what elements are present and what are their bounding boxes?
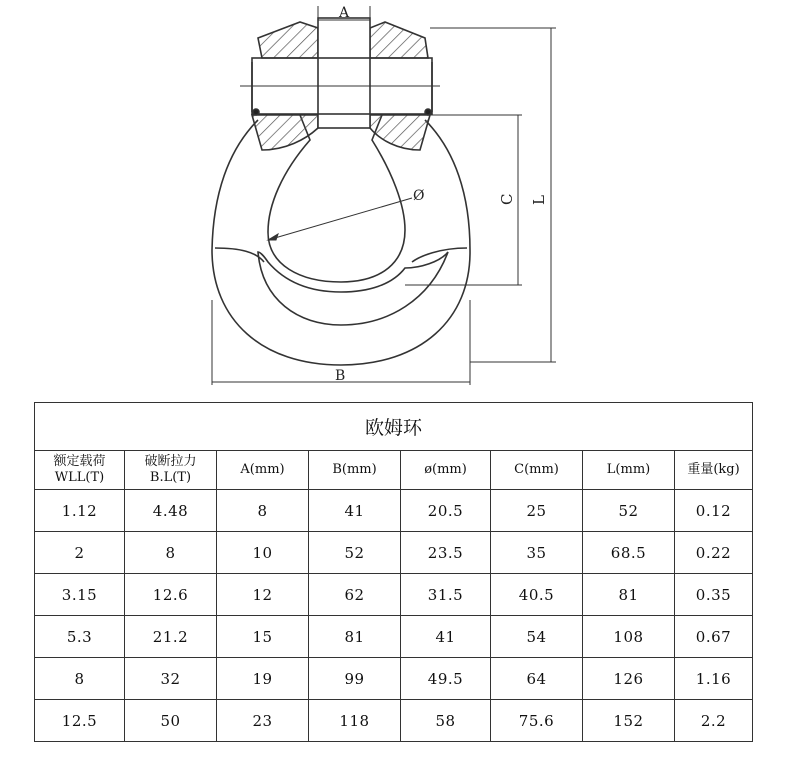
table-cell: 21.2: [125, 616, 217, 658]
table-row: [35, 658, 753, 700]
table-cell: 52: [583, 490, 675, 532]
table-cell: 20.5: [401, 490, 491, 532]
table-cell: 0.35: [675, 574, 753, 616]
label-phi: Ø: [413, 188, 425, 204]
table-cell: 50: [125, 700, 217, 742]
header-wll: 额定载荷 WLL(T): [35, 451, 125, 490]
table-cell: 40.5: [491, 574, 583, 616]
dimension-phi: [268, 188, 424, 240]
table-cell: 118: [309, 700, 401, 742]
table-cell: 81: [583, 574, 675, 616]
table-row: [35, 700, 753, 742]
header-a: A(mm): [217, 451, 309, 490]
table-cell: 64: [491, 658, 583, 700]
table-cell: 62: [309, 574, 401, 616]
dimension-l: [430, 28, 556, 362]
table-cell: 3.15: [35, 574, 125, 616]
table-body: [35, 490, 753, 742]
table-cell: 68.5: [583, 532, 675, 574]
dimension-b: [212, 300, 470, 385]
table-cell: 41: [401, 616, 491, 658]
table-cell: 49.5: [401, 658, 491, 700]
table-cell: 1.16: [675, 658, 753, 700]
table-row: [35, 532, 753, 574]
header-l: L(mm): [583, 451, 675, 490]
table-cell: 0.12: [675, 490, 753, 532]
table-cell: 58: [401, 700, 491, 742]
table-cell: 41: [309, 490, 401, 532]
table-cell: 31.5: [401, 574, 491, 616]
table-cell: 23: [217, 700, 309, 742]
table-cell: 15: [217, 616, 309, 658]
header-b: B(mm): [309, 451, 401, 490]
header-c: C(mm): [491, 451, 583, 490]
table-cell: 0.22: [675, 532, 753, 574]
table-cell: 54: [491, 616, 583, 658]
header-weight: 重量(kg): [675, 451, 753, 490]
table-cell: 126: [583, 658, 675, 700]
header-phi: ø(mm): [401, 451, 491, 490]
table-cell: 52: [309, 532, 401, 574]
table-cell: 19: [217, 658, 309, 700]
table-cell: 75.6: [491, 700, 583, 742]
table-cell: 12.6: [125, 574, 217, 616]
table-cell: 2.2: [675, 700, 753, 742]
table-cell: 8: [217, 490, 309, 532]
header-row: [35, 451, 753, 490]
table-row: [35, 574, 753, 616]
header-breaking-load: 破断拉力 B.L(T): [125, 451, 217, 490]
table-cell: 99: [309, 658, 401, 700]
table-cell: 12.5: [35, 700, 125, 742]
table-cell: 12: [217, 574, 309, 616]
label-c: C: [498, 193, 516, 205]
label-a: A: [339, 5, 350, 21]
label-b: B: [335, 368, 346, 384]
table-cell: 2: [35, 532, 125, 574]
table-cell: 0.67: [675, 616, 753, 658]
specification-table: [34, 402, 753, 742]
table-row: [35, 616, 753, 658]
table-cell: 25: [491, 490, 583, 532]
table-cell: 108: [583, 616, 675, 658]
table-row: [35, 490, 753, 532]
table-cell: 8: [35, 658, 125, 700]
table-title: 欧姆环: [35, 403, 753, 451]
table-cell: 1.12: [35, 490, 125, 532]
table-cell: 152: [583, 700, 675, 742]
label-l: L: [530, 195, 548, 205]
table-cell: 81: [309, 616, 401, 658]
table-cell: 10: [217, 532, 309, 574]
table-cell: 32: [125, 658, 217, 700]
table-cell: 5.3: [35, 616, 125, 658]
table-cell: 35: [491, 532, 583, 574]
table-cell: 8: [125, 532, 217, 574]
ring-body: [212, 115, 470, 365]
table-cell: 4.48: [125, 490, 217, 532]
table-cell: 23.5: [401, 532, 491, 574]
